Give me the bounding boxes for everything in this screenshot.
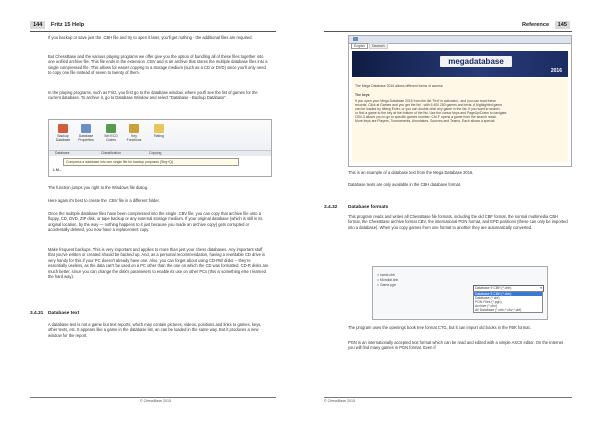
rating-button[interactable]: Rating: [149, 124, 169, 138]
mega-logo-text: megadatabase: [440, 56, 512, 67]
right-page-number: 145: [555, 21, 570, 29]
backup-tooltip: Compress a database into one single file for backup purposes (Strg+Q): [63, 158, 239, 166]
section-title-database-text: Database text: [48, 311, 80, 316]
dialog-file-list: [377, 273, 398, 288]
mega-banner: [352, 51, 568, 77]
left-para-7: Make frequent backups. This is very important and applies to more than just your chess databases. Any important stuff that you've written or created should be backed up. And, as a personal recommendation, having a rewritable CD drive is very handy for this if your PC doesn't already have one. Also, you can forget about using CD-RW disks -- they're essentially useless, as the data can't be used on a PC other than the one on which the CD was formatted. CD-R disks are much better, since you can change the disk's parameters to enable its use on other PCs (this is something else I learned the hard way).: [48, 247, 269, 280]
mega-line-6: or find a game to the key at the bottom of the list. Use the cursor keys and PageUp/Down to navigate.: [355, 111, 508, 115]
backup-icon: [58, 124, 68, 133]
format-option[interactable]: Archive (*.cbv): [475, 304, 498, 308]
format-option[interactable]: Database 9 CBH (*.cbh): [474, 292, 542, 296]
left-section-body: A database text is not a game but text reports, which may contain pictures, videos, positions and links to games, keys, other texts, etc. It appears like a game in the database list, an can be loaded in the same way. But it produces a new window for the report.: [48, 322, 262, 338]
dialog-file-2[interactable]: □ Mondial.cbh: [377, 278, 399, 282]
formats-body-3: PGN is an internationally accepted text format which can be read and edited with a simple ASCII editor. On the Internet you will find many games in PGN format. Even if: [348, 340, 564, 351]
mega-text-area: [352, 78, 568, 162]
tab-english[interactable]: English: [351, 43, 368, 49]
left-para-1: If you backup or save just the .CBH file and try to open it later, you'll get nothing - the additional files are required.: [48, 35, 253, 40]
mega-line-5: can be loaded by hitting Enter, or you can double-click any game in the list. If you want to search: [355, 107, 500, 111]
left-para-2: But ChessBase and the various playing programs we offer give you the option of bundling all of these files together into one unified archive file. This file ends in the extension .CBV and is an archive that stores the multiple database files into a single compressed file. This allows for easier copying to a storage medium (such as a CD or DVD) since you'll only need to copy one file instead of seven to twenty of them.: [48, 54, 268, 76]
key-functions-button[interactable]: Key Functions: [124, 124, 144, 142]
right-header: [522, 21, 570, 31]
left-para-4: The function jumps you right to the Windows file dialog.: [48, 185, 149, 190]
backup-database-button[interactable]: Backup Database: [53, 124, 73, 142]
format-option[interactable]: Database (*.cbf): [475, 296, 500, 300]
set-eco-codes-button[interactable]: Set ECO Codes: [101, 124, 121, 142]
left-header-title: Fritz 15 Help: [50, 22, 85, 28]
left-para-5: Here again it's best to create the .CBV file in a different folder.: [48, 198, 160, 203]
section-title-database-formats: Database formats: [348, 205, 389, 210]
mega-database-screenshot: [348, 35, 572, 167]
column-hint: L M...: [53, 168, 62, 172]
ribbon-screenshot: [48, 119, 272, 177]
left-footer: © ChessBase 2015: [140, 399, 172, 403]
mega-line-1: The Mega Database 2016 allows different forms of access:: [355, 84, 444, 88]
ribbon-bar: [49, 120, 271, 150]
format-select[interactable]: Database 9 CBH (*.cbh) ▾: [475, 286, 542, 290]
dialog-file-1[interactable]: □ name.cbh: [377, 273, 395, 277]
format-option[interactable]: All Database (*.cbh;*.cbv;*.cbf): [475, 308, 522, 312]
left-header: [30, 21, 84, 31]
mega-line-4: records. Click at Games and you get the list - with 6 400 250 games and texts. A highlighted game: [355, 103, 503, 107]
mega-line-3: If you open your Mega Database 2016 from the list 'Text' is activated - and you can read these: [355, 99, 496, 103]
mega-line-7: CBV-3 allows you to go to specific games number: Ctrl-F opens a game from the search mask.: [355, 115, 497, 119]
right-header-title: Reference: [522, 22, 550, 28]
left-para-3: In the playing programs, such as Fritz, you first go to the database window, where you'll see the list of games for the current database. To archive it, go to Database Window and select "Database - Backup Database".: [48, 90, 258, 101]
left-para-6: Once the multiple database files have been compressed into the single .CBV file, you can copy that archive file onto a floppy, CD, DVD, ZIP disk, or tape backup or any external storage medium. If your original database (which is still in its original location, by the way — nothing happens to it just because you made an archive copy) gets corrupted or accidentally deleted, you now have a replacement copy.: [48, 211, 263, 233]
right-footer: © ChessBase 2015: [324, 399, 356, 403]
left-footer-rule: [30, 397, 276, 398]
right-page: [300, 0, 600, 424]
mega-line-2: The keys: [355, 93, 370, 97]
section-number-3432: 3.4.32: [324, 205, 338, 210]
chevron-down-icon: ▾: [540, 286, 542, 290]
format-dialog-screenshot: [372, 266, 548, 320]
rating-icon: [154, 124, 164, 133]
tab-deutsch[interactable]: Deutsch: [369, 43, 387, 49]
mega-note: Database texts are only available in the CBH database format.: [348, 182, 462, 187]
mega-tabs: [351, 44, 388, 48]
formats-body-1: This program reads and writes all ChessBase file formats, including the old CBF format, the normal multimedia CBH format, the ChessBase archive format CBV, the international PGN format, and EPD positions (these can only be imported into a database). When you copy games from one format to another they are automatically converted.: [348, 214, 568, 230]
mega-year: 2016: [550, 68, 562, 74]
dialog-file-3[interactable]: □ Game.pgn: [377, 283, 396, 287]
key-icon: [129, 124, 139, 133]
right-footer-rule: [324, 397, 572, 398]
format-option[interactable]: PGN Files (*.pgn): [475, 300, 502, 304]
left-header-rule: [30, 31, 276, 32]
left-page-number: 144: [30, 21, 45, 29]
formats-body-2: The program uses the openings book tree format CTG, but it can import old books in the FBK format.: [348, 325, 531, 330]
mega-line-8: More keys are Players, Tournaments, Annotators, Sources and Teams. Each allows a special: [355, 119, 495, 123]
eco-icon: [106, 124, 116, 133]
properties-icon: [81, 124, 91, 133]
mega-caption: This is an example of a database text from the Mega Database 2016.: [348, 170, 474, 175]
right-header-rule: [324, 31, 572, 32]
mega-toolbar-icon: [353, 37, 358, 41]
section-number-3431: 3.4.31: [30, 311, 44, 316]
database-properties-button[interactable]: Database Properties: [76, 124, 96, 142]
ribbon-group-labels: Database Classification Copying: [49, 150, 271, 156]
format-options-list: [473, 291, 543, 313]
